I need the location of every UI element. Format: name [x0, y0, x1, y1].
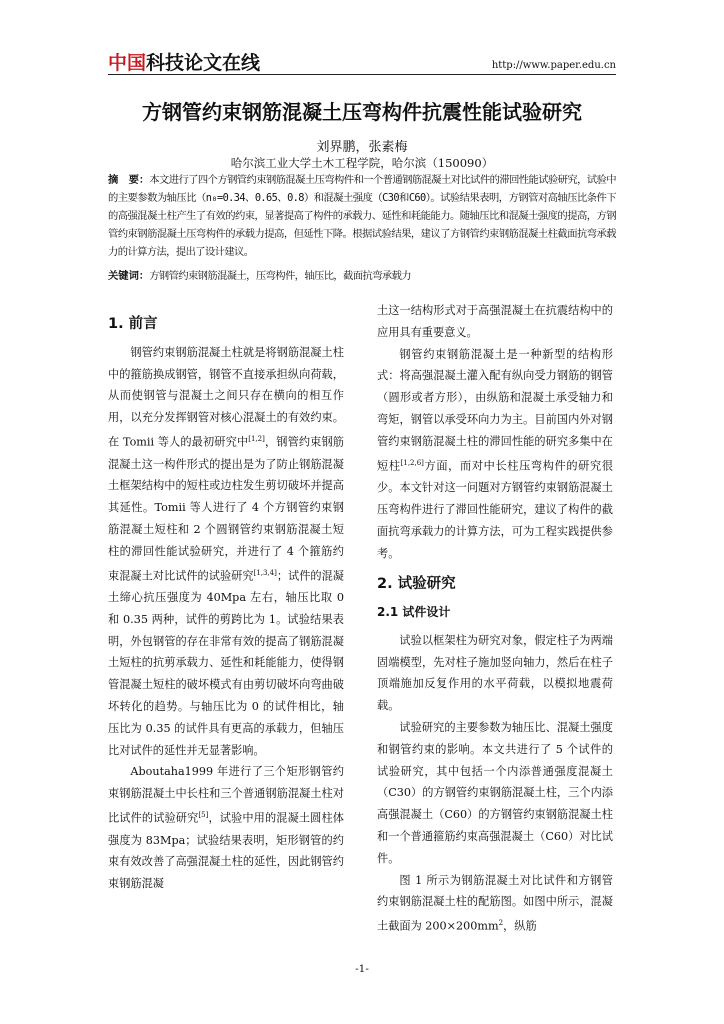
keywords-text: 方钢管约束钢筋混凝土，压弯构件，轴压比，截面抗弯承载力	[149, 270, 412, 282]
paragraph: 试验研究的主要参数为轴压比、混凝土强度和钢管约束的影响。本文共进行了 5 个试件的试验研究，其中包括一个内添普通强度混凝土（C30）的方钢管约束钢筋混凝土柱，三个内添高强混凝土（C60）的方钢管约束钢筋混凝土柱和一个普通箍筋约束高强混凝土（C60）对比试件。	[377, 721, 613, 865]
paragraph: 图 1 所示为钢筋混凝土对比试件和方钢管约束钢筋混凝土柱的配筋图。如图中所示，混凝土截面为 $200\times 200mm^2$，纵筋	[377, 873, 613, 933]
subsection-2-1-heading: 2.1 试件设计	[377, 605, 451, 620]
abstract-label: 摘 要：	[108, 174, 150, 186]
paragraph: Aboutaha1999 年进行了三个矩形钢管约束钢筋混凝土中长柱和三个普通钢筋混凝土柱对比试件的试验研究[5]，试验中用的混凝土圆柱体强度为 83Mpa；试验结果表明，矩形钢管的约束有效改善了高强混凝土柱的延性，因此钢管约束钢筋混凝	[108, 765, 344, 891]
logo-text: 科技论文在线	[146, 52, 261, 74]
citation: [1,2,6]	[400, 458, 424, 467]
abstract	[108, 171, 616, 261]
journal-url[interactable]: http://www.paper.edu.cn	[491, 60, 616, 71]
paragraph: 钢管约束钢筋混凝土是一种新型的结构形式：将高强混凝土灌入配有纵向受力钢筋的钢管（圆形或者方形），由纵筋和混凝土承受轴力和弯矩，钢管以承受环向力为主。目前国内外对钢管约束钢筋混凝土柱的滞回性能的研究多集中在短柱[1,2,6]方面，而对中长柱压弯构件的研究很少。本文针对这一问题对方钢管约束钢筋混凝土压弯构件进行了滞回性能研究，建议了构件的截面抗弯承载力的计算方法，可为工程实践提供参考。	[377, 347, 613, 560]
header-rule	[108, 74, 616, 75]
logo-red-text: 中国	[108, 52, 147, 74]
citation: [1,3,4]	[253, 568, 277, 577]
left-column	[108, 300, 344, 895]
paper-affiliation: 哈尔滨工业大学土木工程学院，哈尔滨（150090）	[230, 156, 494, 170]
page-number: -1-	[355, 963, 369, 975]
citation: [5]	[198, 811, 209, 819]
journal-logo	[108, 48, 260, 75]
paragraph: 试验以框架柱为研究对象，假定柱子为两端固端模型，先对柱子施加竖向轴力，然后在柱子顶端施加反复作用的水平荷载，以模拟地震荷载。	[377, 633, 613, 713]
paper-title: 方钢管约束钢筋混凝土压弯构件抗震性能试验研究	[142, 100, 582, 124]
abstract-text: 本文进行了四个方钢管约束钢筋混凝土压弯构件和一个普通钢筋混凝土对比试件的滞回性能试验研究，试验中的主要参数为轴压比（n₀=0.34、0.65、0.8）和混凝土强度（C30和C60）。试验结果表明，方钢管对高轴压比条件下的高强混凝土柱产生了有效的约束，显著提高了构件的承载力、延性和耗能能力。随轴压比和混凝土强度的提高，方钢管约束钢筋混凝土压弯构件的承载力提高，但延性下降。根据试验结果，建议了方钢管约束钢筋混凝土柱截面抗弯承载力的计算方法，提出了设计建议。	[108, 174, 616, 258]
keywords	[108, 267, 616, 285]
right-column	[377, 300, 613, 938]
section-1-heading: 1. 前言	[108, 316, 158, 332]
section-2-heading: 2. 试验研究	[377, 576, 456, 593]
paper-authors: 刘界鹏，张素梅	[316, 140, 408, 155]
paragraph: 钢管约束钢筋混凝土柱就是将钢筋混凝土柱中的箍筋换成钢管，钢管不直接承担纵向荷载，从而使钢管与混凝土之间只存在横向的相互作用，以充分发挥钢管对核心混凝土的有效约束。在 Tomii 等人的最初研究中[1,2]，钢管约束钢筋混凝土这一构件形式的提出是为了防止钢筋混凝土框架结构中的短柱或边柱发生剪切破坏并提高其延性。Tomii 等人进行了 4 个方钢管约束钢筋混凝土短柱和 2 个圆钢管约束钢筋混凝土短柱的滞回性能试验研究，并进行了 4 个箍筋约束混凝土对比试件的试验研究[1,3,4]；试件的混凝土缔心抗压强度为 40Mpa 左右，轴压比取 0 和 0.35 两种，试件的剪跨比为 1。试验结果表明，外包钢管的存在非常有效的提高了钢筋混凝土短柱的抗剪承载力、延性和耗能能力，使得钢管混凝土短柱的破坏模式有由剪切破坏向弯曲破坏转化的趋势。与轴压比为 0 的试件相比，轴压比为 0.35 的试件具有更高的承载力，但轴压比对试件的延性并无显著影响。	[108, 345, 344, 757]
superscript: 2	[498, 919, 504, 928]
keywords-label: 关键词：	[108, 270, 150, 282]
paragraph: 土这一结构形式对于高强混凝土在抗震结构中的应用具有重要意义。	[377, 304, 613, 339]
citation: [1,2]	[248, 434, 265, 443]
